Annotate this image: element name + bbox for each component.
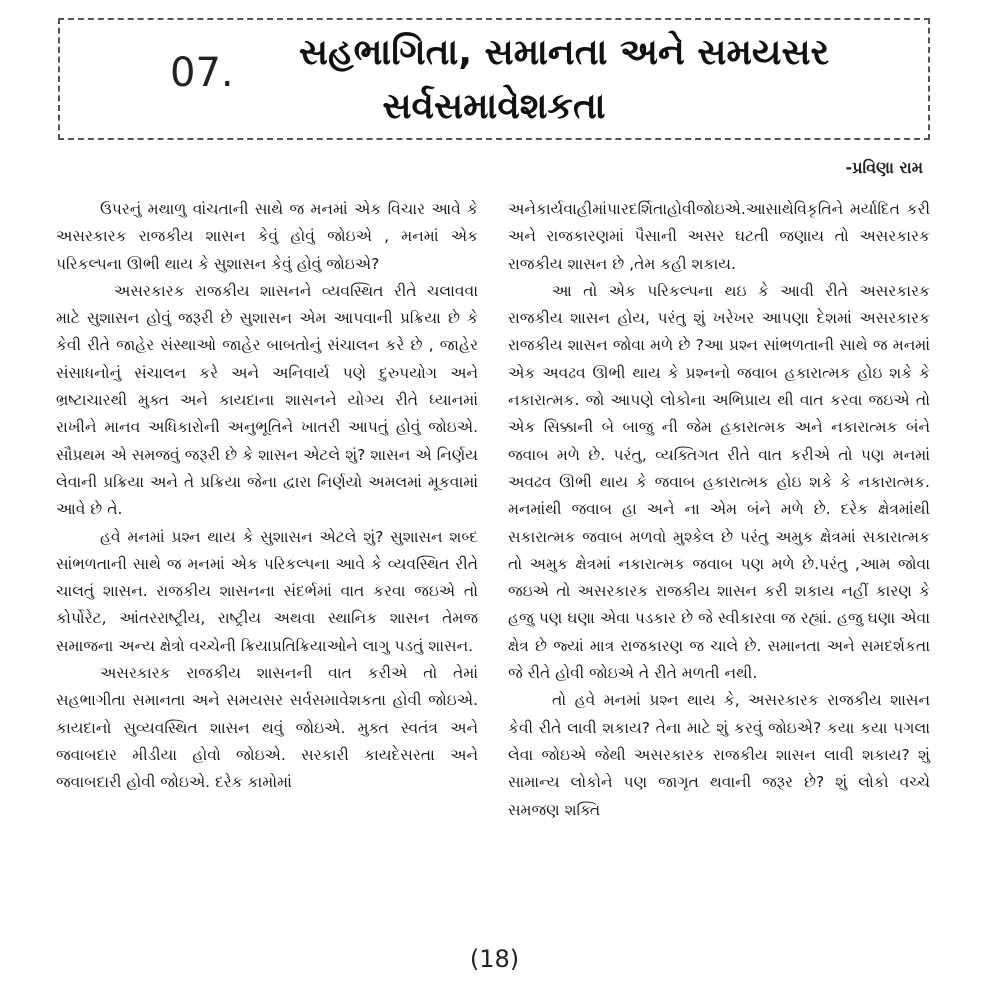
article-title-line-1: સહભાગિતા, સમાનતા અને સમયસર: [298, 32, 830, 73]
right-column: [508, 196, 930, 824]
paragraph: અનેકાર્યવાહીમાંપારદર્શિતાહોવીજોઇએ.આસાથેવિકૃતિને મર્યાદિત કરી અને રાજકારણમાં પૈસાની અસર ઘટતી જણાય તો અસરકારક રાજકીય શાસન છે ,તેમ કહી શકાય.: [508, 200, 930, 273]
paragraph: તો હવે મનમાં પ્રશ્ન થાય કે, અસરકારક રાજકીય શાસન કેવી રીતે લાવી શકાય? તેના માટે શું કરવું જોઇએ? કયા કયા પગલા લેવા જોઇએ જેથી અસરકારક રાજકીય શાસન લાવી શકાય? શું સામાન્ય લોકોને પણ જાગૃત થવાની જરૂર છે? શું લોકો વચ્ચે સમજણ શક્તિ: [508, 691, 930, 819]
article-title-line-2: સર્વસમાવેશકતા: [382, 86, 606, 127]
paragraph: અસરકારક રાજકીય શાસનને વ્યવસ્થિત રીતે ચલાવવા માટે સુશાસન હોવું જરૂરી છે સુશાસન એમ આપવાની પ્રક્રિયા છે કે કેવી રીતે જાહેર સંસ્થાઓ જાહેર બાબતોનું સંચાલન કરે છે , જાહેર સંસાધનોનું સંચાલન કરે અને અનિવાર્ય પણે દુરુપયોગ અને ભ્રષ્ટાચારથી મુક્ત અને કાયદાના શાસનને યોગ્ય રીતે ધ્યાનમાં રાખીને માનવ અધિકારોની અનુભૂતિને ખાતરી આપતું હોવું જોઇએ. સૌપ્રથમ એ સમજવું જરૂરી છે કે શાસન એટલે શું? શાસન એ નિર્ણય લેવાની પ્રક્રિયા અને તે પ્રક્રિયા જેના દ્વારા નિર્ણયો અમલમાં મૂકવામાં આવે છે તે.: [56, 281, 478, 519]
left-column: [56, 196, 478, 797]
paragraph: અસરકારક રાજકીય શાસનની વાત કરીએ તો તેમાં સહભાગીતા સમાનતા અને સમયસર સર્વસમાવેશકતા હોવી જોઇએ. કાયદાનો સુવ્યવસ્થિત શાસન થવું જોઇએ. મુક્ત સ્વતંત્ર અને જવાબદાર મીડીયા હોવો જોઇએ. સરકારી કાયદેસરતા અને જવાબદારી હોવી જોઇએ. દરેક કામોમાં: [56, 664, 478, 792]
author-byline: -પ્રવિણા રામ: [845, 158, 923, 177]
chapter-number: 07.: [170, 50, 234, 96]
paragraph: ઉપરનું મથાળુ વાંચતાની સાથે જ મનમાં એક વિચાર આવે કે અસરકારક રાજકીય શાસન કેવું હોવું જોઇએ , મનમાં એક પરિકલ્પના ઊભી થાય કે સુશાસન કેવું હોવું જોઇએ?: [56, 200, 478, 273]
page-number: (18): [469, 945, 520, 973]
title-box: [58, 18, 930, 140]
paragraph: હવે મનમાં પ્રશ્ન થાય કે સુશાસન એટલે શું? સુશાસન શબ્દ સાંભળતાની સાથે જ મનમાં એક પરિકલ્પના આવે કે વ્યવસ્થિત રીતે ચાલતું શાસન. રાજકીય શાસનના સંદર્ભમાં વાત કરવા જઇએ તો કોર્પોરેટ, આંતરરાષ્ટ્રીય, રાષ્ટ્રીય અથવા સ્થાનિક શાસન તેમજ સમાજના અન્ય ક્ષેત્રો વચ્ચેની ક્રિયાપ્રતિક્રિયાઓને લાગુ પડતું શાસન.: [56, 527, 478, 655]
paragraph: આ તો એક પરિકલ્પના થઇ કે આવી રીતે અસરકારક રાજકીય શાસન હોય, પરંતુ શું ખરેખર આપણા દેશમાં અસરકારક રાજકીય શાસન જોવા મળે છે ?આ પ્રશ્ન સાંભળતાની સાથે જ મનમાં એક અવઢવ ઊભી થાય કે પ્રશ્નનો જવાબ હકારાત્મક હોઇ શકે કે નકારાત્મક. જો આપણે લોકોના અભિપ્રાય થી વાત કરવા જઇએ તો એક સિક્કાની બે બાજુ ની જેમ હકારાત્મક અને નકારાત્મક બંને જવાબ મળે છે. પરંતુ, વ્યક્તિગત રીતે વાત કરીએ તો પણ મનમાં અવઢવ ઊભી થાય કે જવાબ હકારાત્મક હોઇ શકે કે નકારાત્મક. મનમાંથી જવાબ હા અને ના એમ બંને મળે છે. દરેક ક્ષેત્રમાંથી સકારાત્મક જવાબ મળવો મુશ્કેલ છે પરંતુ અમુક ક્ષેત્રમાં સકારાત્મક તો અમુક ક્ષેત્રમાં નકારાત્મક જવાબ પણ મળે છે.પરંતુ ,આમ જોવા જઇએ તો અસરકારક રાજકીય શાસન કરી શકાય નહીં કારણ કે હજુ પણ ઘણા એવા પડકાર છે જે સ્વીકારવા જ રહ્યાં. હજુ ઘણા એવા ક્ષેત્ર છે જ્યાં માત્ર રાજકારણ જ ચાલે છે. સમાનતા અને સમદર્શકતા જે રીતે હોવી જોઇએ તે રીતે મળતી નથી.: [508, 281, 930, 683]
